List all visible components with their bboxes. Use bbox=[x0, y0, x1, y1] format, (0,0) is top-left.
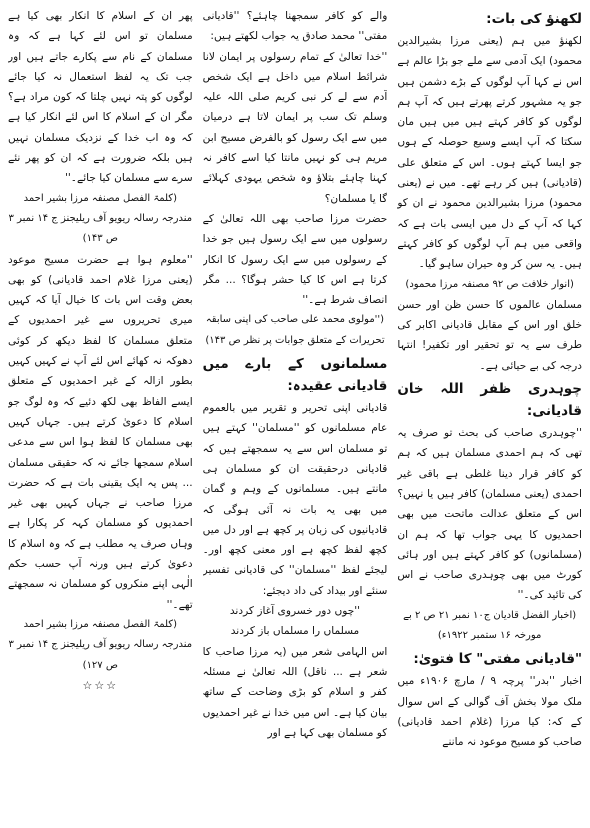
paragraph: ''چوہدری صاحب کی بحث تو صرف یہ تھی کہ ہم احمدی مسلمان ہیں کہ ہم کو کافر قرار دینا غلطی ہے باقی غیر احمدی (یعنی مسلمان) کافر ہیں یا نہیں؟ اس کے متعلق عدالت ماتحت میں بھی احمدیوں کا یہی جواب تھا کہ ہم ان (مسلمانوں) کو کافر کہتے ہیں اور ہائی کورٹ میں بھی چوہدری صاحب نے اس کی تائید کی۔'' bbox=[397, 427, 582, 602]
paragraph: ''معلوم ہوا ہے حضرت مسیح موعود (یعنی مرزا غلام احمد قادیانی) کو بھی بعض وقت اس بات کا خیال آیا کہ کہیں میری تحریروں سے غیر احمدیوں کے متعلق مسلمان کا لفظ دیکھ کر کوئی دھوکہ نہ کھائے اس لئے آپ نے کہیں کہیں بطور ازالہ کے غیر احمدیوں کے متعلق ایسے الفاظ بھی لکھ دئیے کہ وہ لوگ جو اسلام کا دعویٰ کرتے ہیں۔ جہاں کہیں بھی مسلمان کا لفظ ہوا اس سے مدعی اسلام سمجھا جائے نہ کہ حقیقی مسلمان ... پس یہ ایک یقینی بات ہے کہ حضرت مرزا صاحب نے جہاں کہیں بھی غیر احمدیوں کو مسلمان کہہ کر پکارا ہے وہاں صرف یہ مطلب ہے کہ وہ اسلام کا دعویٰ کرتے ہیں ورنہ آپ حسب حکم الٰہی اپنے منکروں کو مسلمان نہ سمجھتے تھے۔'' bbox=[7, 253, 193, 611]
citation: (انوار خلافت ص ۹۲ مصنفہ مرزا محمود) bbox=[405, 278, 574, 290]
paragraph: حضرت مرزا صاحب بھی اللہ تعالیٰ کے رسولوں میں سے ایک رسول ہیں جو خدا کے رسولوں میں سے ایک رسول کا انکار کرتا ہے اس کا کیا حشر ہوگا؟ ... مگر انصاف شرط ہے۔'' bbox=[202, 212, 388, 307]
column-middle bbox=[203, 6, 388, 824]
paragraph: قادیانی اپنی تحریر و تقریر میں بالعموم عام مسلمانوں کو ''مسلمان'' کہتے ہیں تو مسلمان اس سے یہ سمجھتے ہیں کہ قادیانی درحقیقت ان کو مسلمان ہی مانتے ہیں۔ مسلمانوں کے وہم و گمان میں بھی یہ بات نہ آئی ہوگی کہ قادیانیوں کی زبان پر کچھ ہے اور دل میں کچھ لفظ کچھ ہے اور معنی کچھ اور۔ لیجئے لفظ ''مسلمان'' کی قادیانی تفسیر سنئے اور بیداد کی داد دیجئے: bbox=[202, 402, 388, 597]
verse-line: مسلماں را مسلماں باز کردند bbox=[230, 625, 360, 638]
verse-line: ''چوں دور خسروی آغاز کردند bbox=[229, 605, 361, 618]
section-heading: چوہدری ظفر اللہ خان قادیانی: bbox=[397, 381, 582, 420]
paragraph: مسلمان عالموں کا حسن ظن اور حسن خلق اور اس کے مقابل قادیانی اکابر کی طرف سے یہ تو تحقیر اور تکفیر! انتہا درجہ کی بے حیائی ہے۔ bbox=[397, 298, 582, 372]
citation: (کلمۃ الفصل مصنفہ مرزا بشیر احمد مندرجہ رسالہ ریویو آف ریلیجنز ج ۱۴ نمبر ۳ ص ۱۴۳) bbox=[8, 192, 193, 245]
paragraph: اخبار ''بدر'' پرچہ ۹ / مارچ ۱۹۰۶ء میں ملک مولا بخش آف گوالی کے اس سوال کے کہ: کیا مرزا (غلام احمد قادیانی) صاحب کو مسیح موعود نہ ماننے bbox=[397, 675, 582, 749]
section-heading: مسلمانوں کے بارے میں قادیانی عقیدہ: bbox=[202, 356, 388, 395]
column-left bbox=[8, 6, 193, 824]
column-right bbox=[397, 6, 582, 824]
paragraph: پھر ان کے اسلام کا انکار بھی کیا ہے مسلمان تو اس لئے کہا ہے کہ وہ مسلمان کے نام سے پکارے جاتے ہیں اور جب تک یہ لفظ استعمال نہ کیا جائے لوگوں کو پتہ نہیں چلتا کہ کون مراد ہے؟ مگر ان کے اسلام کا اس لئے انکار کیا ہے کہ وہ اب خدا کے نزدیک مسلمان نہیں ہیں بلکہ ضرورت ہے کہ ان کو پھر نئے سرے سے مسلمان کیا جائے۔'' bbox=[7, 10, 193, 185]
end-stars: ☆☆☆ bbox=[82, 678, 119, 692]
citation: (اخبار الفضل قادیان ج۱۰ نمبر ۲۱ ص ۲ بے مورخہ ۱۶ ستمبر ۱۹۲۲ء) bbox=[403, 609, 577, 642]
paragraph: اس الہامی شعر میں (یہ مرزا صاحب کا شعر ہے ... ناقل) اللہ تعالیٰ نے مسئلہ کفر و اسلام کو بڑی وضاحت کے ساتھ بیان کیا ہے۔ اس میں خدا نے غیر احمدیوں کو مسلمان بھی کہا ہے اور bbox=[202, 645, 388, 739]
citation: (''مولوی محمد علی صاحب کی اپنی سابقہ تحریرات کے متعلق جوابات پر نظر ص ۱۴۳) bbox=[205, 314, 385, 346]
section-heading: لکھنؤ کی بات: bbox=[486, 11, 582, 27]
paragraph: والے کو کافر سمجھنا چاہئے؟ ''قادیانی مفتی'' محمد صادق یہ جواب لکھتے ہیں: bbox=[202, 10, 388, 43]
citation: (کلمۃ الفصل مصنفہ مرزا بشیر احمد مندرجہ رسالہ ریویو آف ریلیجنز ج ۱۴ نمبر ۳ ص ۱۲۷) bbox=[8, 618, 193, 671]
section-heading: "قادیانی مفتی" کا فتویٰ: bbox=[413, 651, 582, 668]
paragraph: ''خدا تعالیٰ کے تمام رسولوں پر ایمان لانا شرائط اسلام میں داخل ہے ایک شخص آدم سے لے کر نبی کریم صلی اللہ علیہ وسلم تک سب پر ایمان لاتا ہے درمیان میں سے ایک رسول کو بالفرض مسیح ابن مریم ہی کو نہیں مانتا کیا اسے کافر نہ کہنا چاہئے بتلاؤ وہ شخص یہودی کہلائے گا یا مسلمان؟ bbox=[202, 50, 388, 205]
paragraph: لکھنؤ میں ہم (یعنی مرزا بشیرالدین محمود) ایک آدمی سے ملے جو بڑا عالم ہے اس نے کہا آپ لوگوں کے بڑے دشمن ہیں جو یہ مشہور کرتے پھرتے ہیں کہ آپ ہم لوگوں کو کافر کہتے ہیں میں ہیں مان سکتا کہ آپ ایسے وسیع حوصلہ کے ہوں جو ایسا کہتے ہوں۔ اس کے متعلق علی (قادیانی) ہیں کر رہے تھے۔ میں نے (یعنی محمود) مرزا بشیرالدین محمود نے ان کو کہا کہ آپ کے دل میں ایسی بات ہے کہ واقعی میں ہم آپ لوگوں کو کافر کہتے ہیں۔ یہ سن کر وہ حیران ساہو گیا۔ bbox=[397, 35, 582, 271]
column-container bbox=[8, 6, 582, 824]
